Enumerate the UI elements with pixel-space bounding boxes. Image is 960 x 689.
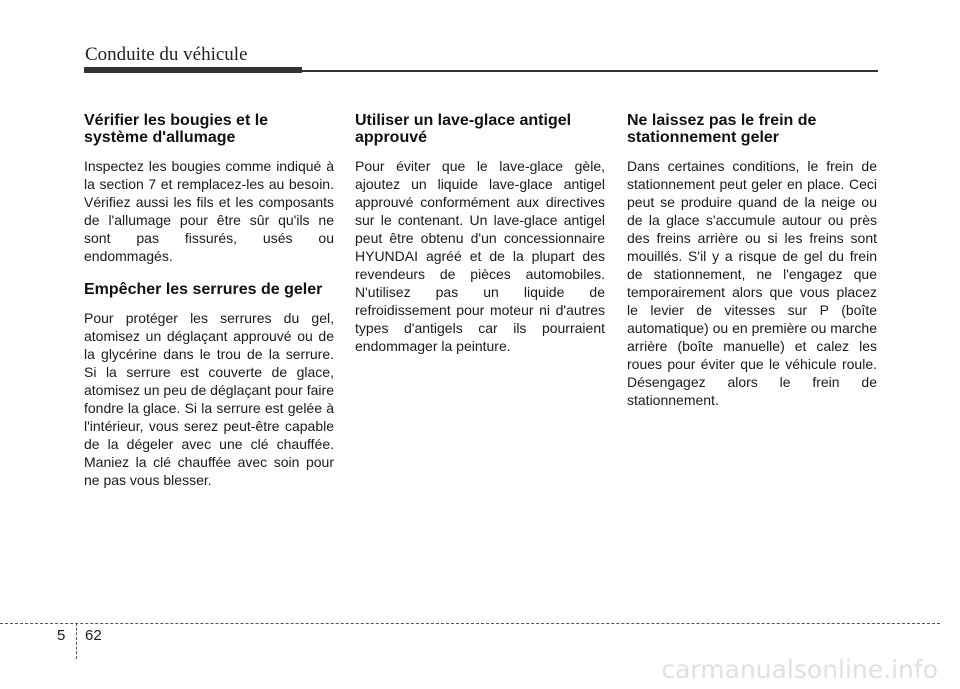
section-body: Dans certaines conditions, le frein de stationnement peut geler en place. Ceci peut se produire quand de la neige ou de la glace s'accumule autour ou près des freins arrière ou si les freins sont mouillés. S'il y a risque de gel du frein de stationnement, ne l'engagez que temporairement alors que vous placez le levier de vitesses sur P (boîte automatique) ou en première ou marche arrière (boîte manuelle) et calez les roues pour éviter que le véhicule roule. Désengagez alors le frein de stationnement. [627,158,877,408]
section-body: Inspectez les bougies comme indiqué à la section 7 et remplacez-les au besoin. Vérifiez aussi les fils et les composants de l'allumage pour être sûr qu'ils ne sont pas fissurés, usés ou endommagés. [84,158,334,264]
text-column-middle [355,112,605,355]
section-heading: Empêcher les serrures de geler [84,281,323,298]
section-door-locks [84,281,334,489]
watermark: carmanualsonline.info [661,655,938,684]
header-rule-thin [300,70,878,72]
section-body: Pour protéger les serrures du gel, atomisez un déglaçant approuvé ou de la glycérine dans le trou de la serrure. Si la serrure est couverte de glace, atomisez un peu de déglaçant pour faire fondre la glace. Si la serrure est gelée à l'intérieur, vous serez peut-être capable de la dégeler avec une clé chauffée. Maniez la clé chauffée avec soin pour ne pas vous blesser. [84,310,334,488]
header-rule-thick [84,67,302,73]
section-spark-plugs [84,112,334,265]
section-body: Pour éviter que le lave-glace gèle, ajoutez un liquide lave-glace antigel approuvé conformément aux directives sur le contenant. Un lave-glace antigel peut être obtenu d'un concessionnaire HYUNDAI agréé et de la plupart des revendeurs de pièces automobiles. N'utilisez pas un liquide de refroidissement pour moteur ni d'autres types d'antigels car ils pourraient endommager la peinture. [355,158,605,354]
section-parking-brake [627,112,877,409]
text-column-right [627,112,877,409]
section-washer-fluid [355,112,605,355]
section-heading: Vérifier les bougies et le système d'allumage [84,112,269,146]
footer-divider [0,623,940,624]
text-column-left [84,112,334,489]
footer-page-separator [76,623,77,659]
section-heading: Utiliser un lave-glace antigel approuvé [355,112,572,146]
chapter-title: Conduite du véhicule [85,44,248,65]
section-heading: Ne laissez pas le frein de stationnement geler [627,112,817,146]
page-number: 62 [85,627,102,644]
page-section-number: 5 [57,627,66,644]
